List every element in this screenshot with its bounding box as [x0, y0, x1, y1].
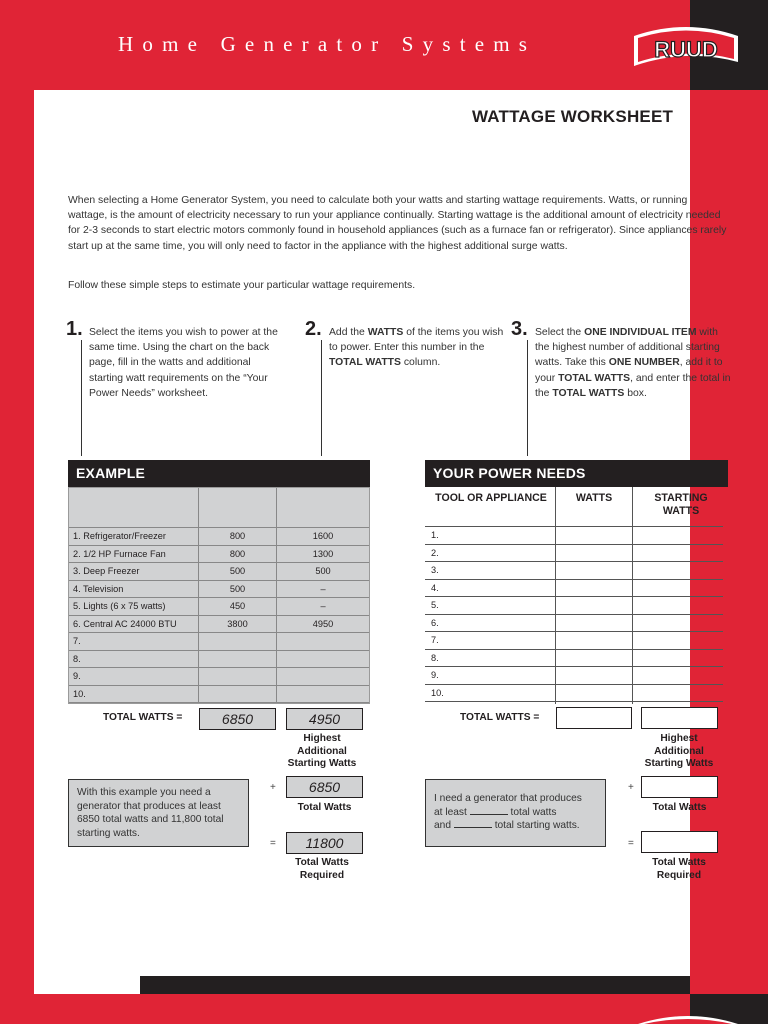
page-title: WATTAGE WORKSHEET [472, 107, 674, 126]
ruud-logo [632, 22, 740, 72]
step-1-number: 1. [66, 318, 83, 340]
logo-text: RUUD [654, 37, 718, 62]
power-total-label: TOTAL WATTS = [460, 712, 540, 723]
step-3-text: Select the ONE INDIVIDUAL ITEM with the highest number of additional starting watts. Take this ONE NUMBER, add it to your TOTAL WATTS, and enter the total in the TOTAL WATTS box. [535, 327, 731, 399]
step-1-connector [81, 340, 82, 456]
power-row-line [425, 544, 723, 545]
example-cell-watts: 800 [229, 531, 246, 541]
example-cell-starting: – [320, 601, 326, 611]
example-cell-starting [277, 668, 369, 686]
example-cell-starting [277, 651, 369, 669]
power-row-line [425, 649, 723, 650]
example-cell-watts [199, 668, 276, 686]
example-cell-starting: 500 [315, 566, 331, 576]
example-cell-watts: 500 [229, 583, 246, 594]
example-heading: EXAMPLE [68, 460, 370, 487]
example-highest-caption: Highest Additional Starting Watts [287, 733, 357, 770]
example-plus: + [270, 782, 276, 793]
example-cell-starting: 4950 [312, 618, 334, 629]
example-required-caption: Total Watts Required [295, 857, 349, 881]
power-note-line-2: at least total watts [434, 806, 557, 818]
example-total-box: 6850 [286, 776, 363, 798]
power-total-watts-blank[interactable] [470, 814, 508, 815]
power-row-line [425, 631, 723, 632]
power-highest-caption: Highest Additional Starting Watts [644, 733, 714, 770]
power-cell-item[interactable]: 10. [431, 687, 444, 698]
example-cell-starting [277, 633, 369, 651]
ruud-logo-bottom [636, 1010, 740, 1024]
example-cell-watts [199, 651, 276, 669]
step-2-connector [321, 340, 322, 456]
power-cell-item[interactable]: 1. [431, 530, 439, 540]
example-cell-item: 10. [73, 688, 86, 699]
footer-bar [140, 976, 690, 994]
power-row-line [425, 666, 723, 667]
example-total-watts-box: 6850 [199, 708, 276, 730]
intro-paragraph: When selecting a Home Generator System, you need to calculate both your watts and starting wattage requirements. Watts, or running wattage, is the amount of electricity necessary to run your appliance continually. Starting wattage is the additional amount of electricity needed for 2-3 seconds to start electric motors commonly found in household appliances (such as a furnace fan or refrigerator). Since appliances rarely start up at the same time, you will only need to factor in the appliance with the highest additional surge watts. [68, 195, 727, 252]
power-col-watts: WATTS [575, 492, 613, 504]
power-note-line-1: I need a generator that produces [434, 793, 582, 804]
example-cell-watts [199, 633, 276, 651]
example-cell-item: 7. [73, 636, 81, 646]
example-total-caption: Total Watts [297, 802, 352, 813]
step-3-connector [527, 340, 528, 456]
power-cell-item[interactable]: 3. [431, 565, 439, 575]
example-cell-item: 4. Television [73, 583, 124, 594]
power-cell-item[interactable]: 4. [431, 582, 439, 593]
power-total-input[interactable] [641, 776, 718, 798]
example-cell-item: 8. [73, 653, 81, 664]
example-required-box: 11800 [286, 832, 363, 854]
example-cell-watts: 450 [229, 601, 246, 611]
example-grid [68, 487, 370, 704]
step-3-number: 3. [511, 318, 528, 340]
power-plus: + [628, 782, 634, 793]
step-2-number: 2. [305, 318, 322, 340]
power-cell-item[interactable]: 8. [431, 652, 439, 663]
power-note [425, 779, 606, 847]
power-required-caption: Total Watts Required [652, 857, 706, 881]
power-row-line [425, 684, 723, 685]
power-heading: YOUR POWER NEEDS [425, 460, 728, 487]
step-2-text: Add the WATTS of the items you wish to power. Enter this number in the TOTAL WATTS column. [329, 327, 504, 369]
example-cell-item: 6. Central AC 24000 BTU [73, 618, 177, 629]
power-highest-input[interactable] [641, 707, 718, 729]
power-cell-item[interactable]: 9. [431, 670, 439, 680]
power-starting-watts-blank[interactable] [454, 827, 492, 828]
example-cell-item: 5. Lights (6 x 75 watts) [73, 601, 166, 611]
power-required-input[interactable] [641, 831, 718, 853]
example-cell-starting [277, 686, 369, 704]
example-note: With this example you need a generator that produces at least 6850 total watts and 11,800 total starting watts. [68, 779, 249, 847]
example-cell-watts: 500 [229, 566, 246, 576]
step-1-text: Select the items you wish to power at the same time. Using the chart on the back page, fill in the watts and additional starting watt requirements on the “Your Power Needs” worksheet. [89, 327, 278, 399]
power-row-line [425, 561, 723, 562]
power-equals: = [628, 838, 634, 849]
example-cell-watts [199, 686, 276, 704]
example-highest-box: 4950 [286, 708, 363, 730]
example-cell-starting: 1300 [312, 548, 334, 559]
example-cell-watts: 3800 [227, 618, 248, 629]
power-cell-item[interactable]: 7. [431, 635, 439, 645]
header-title: Home Generator Systems [118, 32, 537, 56]
power-col-starting: STARTING WATTS [654, 492, 708, 517]
example-cell-item: 9. [73, 671, 81, 681]
example-row-line [69, 702, 369, 703]
power-row-line [425, 596, 723, 597]
example-cell-watts: 800 [229, 548, 246, 559]
power-row-line [425, 579, 723, 580]
power-row-line [425, 614, 723, 615]
example-cell-starting: – [320, 583, 326, 594]
power-col-tool: TOOL OR APPLIANCE [435, 492, 547, 504]
power-note-line-3: and total starting watts. [434, 820, 580, 832]
power-cell-item[interactable]: 6. [431, 617, 439, 628]
power-total-caption: Total Watts [652, 802, 707, 813]
power-row-line [425, 701, 723, 702]
example-cell-item: 1. Refrigerator/Freezer [73, 531, 166, 541]
power-row-line [425, 526, 723, 527]
example-equals: = [270, 838, 276, 849]
example-cell-item: 2. 1/2 HP Furnace Fan [73, 548, 166, 559]
follow-steps-text: Follow these simple steps to estimate your particular wattage requirements. [68, 280, 416, 291]
power-total-watts-input[interactable] [556, 707, 632, 729]
power-cell-item[interactable]: 5. [431, 600, 439, 610]
example-total-label: TOTAL WATTS = [103, 712, 183, 723]
example-cell-item: 3. Deep Freezer [73, 566, 140, 576]
example-cell-starting: 1600 [312, 531, 334, 541]
power-cell-item[interactable]: 2. [431, 547, 439, 558]
